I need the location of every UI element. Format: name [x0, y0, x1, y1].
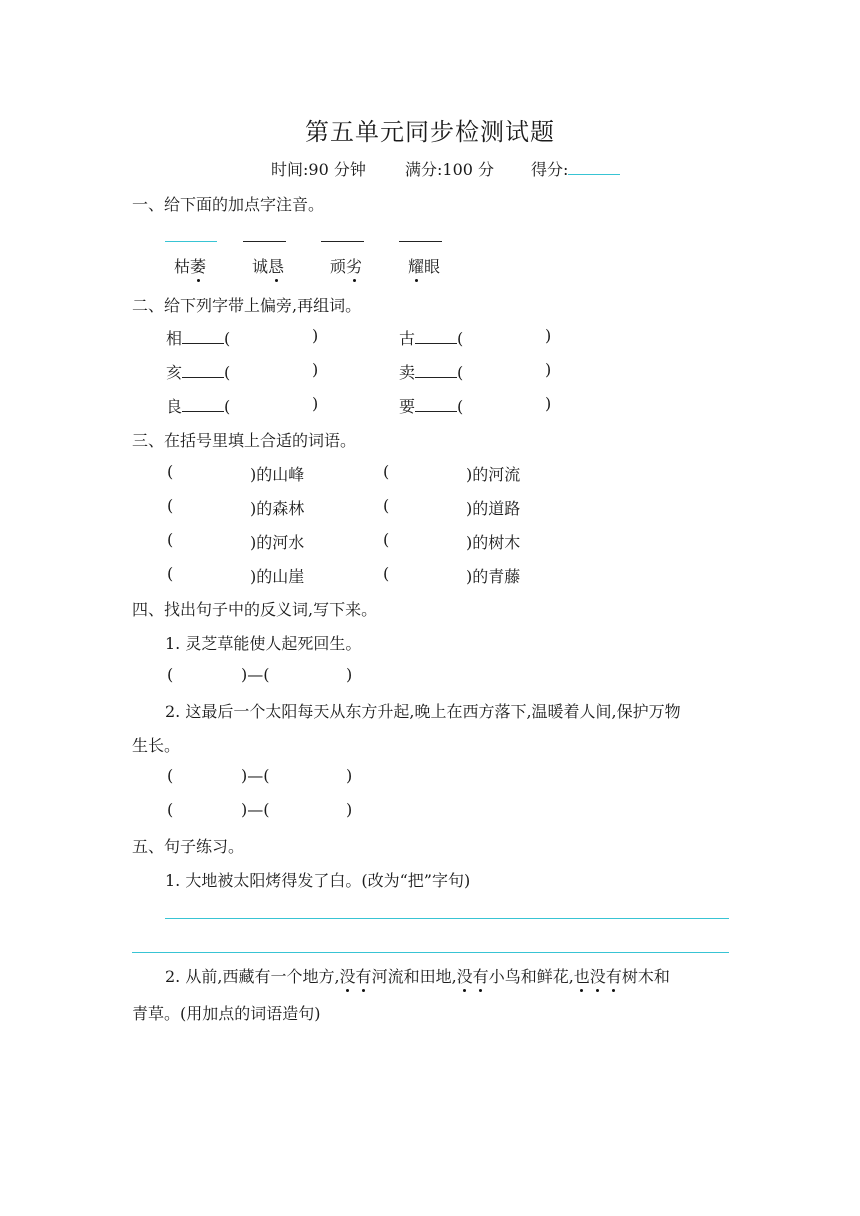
- radical-blank[interactable]: [415, 327, 457, 344]
- radical-blank[interactable]: [415, 361, 457, 378]
- antonym-dash: )—(: [241, 766, 270, 785]
- close-paren: ): [545, 394, 552, 413]
- close-paren: ): [545, 326, 552, 345]
- antonym-open: (: [167, 665, 174, 684]
- word-4: 耀眼: [408, 254, 440, 277]
- section-4-heading: 四、找出句子中的反义词,写下来。: [132, 600, 378, 619]
- question-5-2-cont: 青草。(用加点的词语造句): [132, 1004, 321, 1023]
- answer-line-2[interactable]: [132, 952, 729, 953]
- open-paren: (: [383, 496, 390, 515]
- question-4-1: 1. 灵芝草能使人起死回生。: [165, 634, 362, 653]
- open-paren: (: [167, 564, 174, 583]
- question-5-1: 1. 大地被太阳烤得发了白。(改为“把”字句): [165, 871, 471, 890]
- antonym-close: ): [346, 665, 353, 684]
- question-4-2: 2. 这最后一个太阳每天从东方升起,晚上在西方落下,温暖着人间,保护万物: [165, 702, 681, 721]
- radical-blank[interactable]: [182, 327, 224, 344]
- radical-row-right-3: 要 (: [399, 397, 464, 416]
- radical-row-left-3: 良 (: [166, 397, 231, 416]
- section-2-heading: 二、给下列字带上偏旁,再组词。: [132, 296, 362, 315]
- fill-item-right-3: )的树木: [466, 533, 521, 552]
- close-paren: ): [545, 360, 552, 379]
- antonym-dash: )—(: [241, 665, 270, 684]
- antonym-dash: )—(: [241, 800, 270, 819]
- pinyin-blank-2[interactable]: [243, 241, 286, 242]
- open-paren: (: [167, 496, 174, 515]
- fill-item-left-2: )的森林: [250, 499, 305, 518]
- radical-row-left-2: 亥 (: [166, 363, 231, 382]
- close-paren: ): [312, 360, 319, 379]
- answer-line-1[interactable]: [165, 918, 729, 919]
- section-5-heading: 五、句子练习。: [132, 837, 245, 856]
- fill-item-right-4: )的青藤: [466, 567, 521, 586]
- open-paren: (: [383, 530, 390, 549]
- antonym-close: ): [346, 800, 353, 819]
- antonym-open: (: [167, 766, 174, 785]
- pinyin-blank-3[interactable]: [321, 241, 364, 242]
- antonym-close: ): [346, 766, 353, 785]
- section-3-heading: 三、在括号里填上合适的词语。: [132, 431, 357, 450]
- word-3: 顽劣: [330, 254, 362, 277]
- score-blank[interactable]: [568, 158, 620, 175]
- open-paren: (: [167, 462, 174, 481]
- full-score: 满分:100 分: [405, 160, 495, 179]
- close-paren: ): [312, 394, 319, 413]
- question-4-2-cont: 生长。: [132, 736, 181, 755]
- pinyin-blank-4[interactable]: [399, 241, 442, 242]
- antonym-open: (: [167, 800, 174, 819]
- open-paren: (: [383, 462, 390, 481]
- fill-item-left-3: )的河水: [250, 533, 305, 552]
- open-paren: (: [383, 564, 390, 583]
- radical-blank[interactable]: [415, 395, 457, 412]
- radical-blank[interactable]: [182, 395, 224, 412]
- dotted-word-2: 没有: [457, 967, 489, 986]
- fill-item-left-1: )的山峰: [250, 465, 305, 484]
- open-paren: (: [167, 530, 174, 549]
- word-2: 诚恳: [252, 254, 284, 277]
- radical-blank[interactable]: [182, 361, 224, 378]
- section-1-heading: 一、给下面的加点字注音。: [132, 195, 325, 214]
- fill-item-left-4: )的山崖: [250, 567, 305, 586]
- time-limit: 时间:90 分钟: [271, 160, 366, 179]
- page-title: 第五单元同步检测试题: [305, 118, 555, 146]
- dotted-word-3: 也没有: [574, 967, 622, 986]
- dotted-word-1: 没有: [340, 967, 372, 986]
- question-5-2: 2. 从前,西藏有一个地方,没有河流和田地,没有小鸟和鲜花,也没有树木和: [165, 964, 670, 987]
- fill-item-right-1: )的河流: [466, 465, 521, 484]
- radical-row-left-1: 相 (: [166, 329, 231, 348]
- fill-item-right-2: )的道路: [466, 499, 521, 518]
- word-1: 枯萎: [174, 254, 206, 277]
- score-label: 得分:: [531, 157, 620, 180]
- radical-row-right-1: 古 (: [399, 329, 464, 348]
- pinyin-blank-1[interactable]: [165, 241, 217, 242]
- close-paren: ): [312, 326, 319, 345]
- radical-row-right-2: 卖 (: [399, 363, 464, 382]
